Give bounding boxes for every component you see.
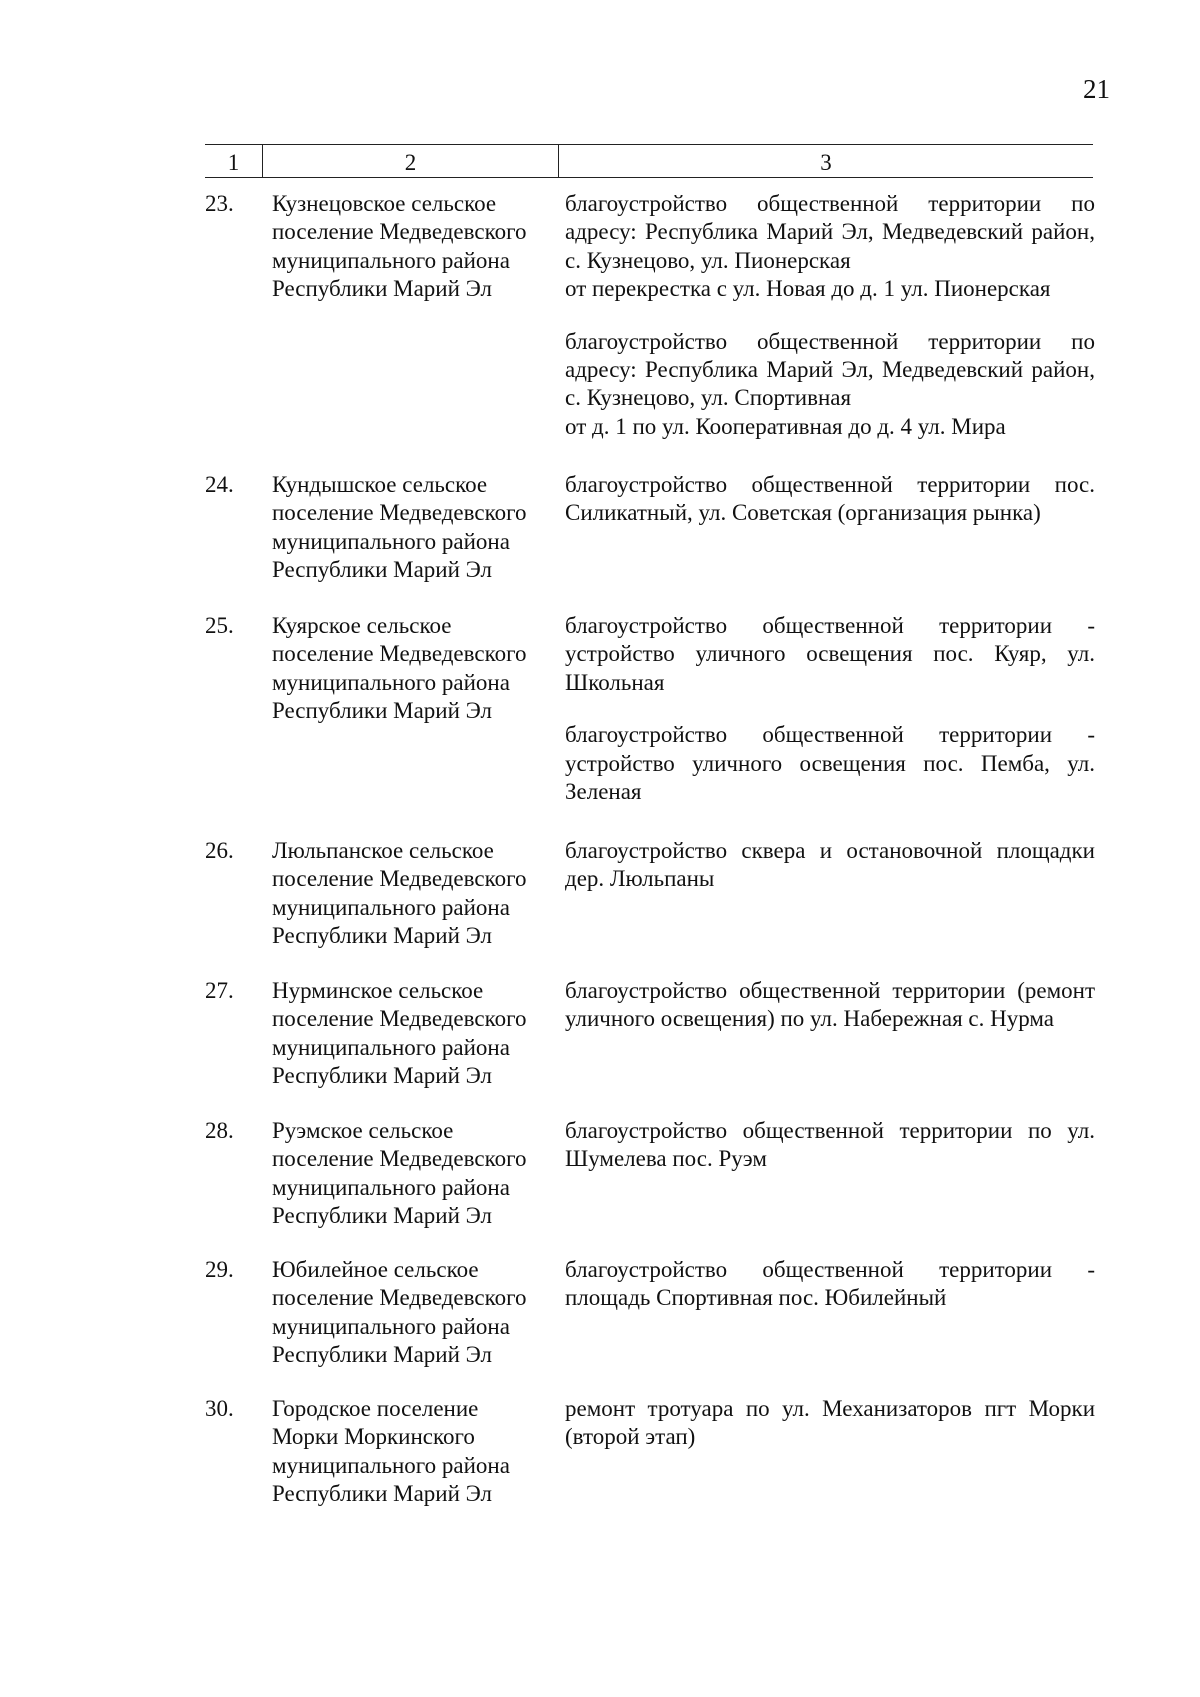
works-list [565,471,1095,528]
settlement-name-line: Республики Марий Эл [272,557,493,583]
settlement-name-line: муниципального района [272,247,510,273]
header-col-3: 3 [820,150,832,175]
work-item: благоустройство общественной территории - устройство уличного освещения пос. Пемба, ул. Зеленая [565,722,1095,805]
settlement-name-line: Руэмское сельское [272,1118,454,1143]
settlement-name [272,190,557,304]
settlement-name-line: Морки Моркинского [272,1424,475,1450]
settlement-name-line: Нурминское сельское [272,978,484,1003]
work-item: благоустройство общественной территории по адресу: Республика Марий Эл, Медведевский район, с. Кузнецово, ул. Пионерская от перекрестка с ул. Новая до д. 1 ул. Пионерская [565,191,1095,302]
settlement-name-line: Юбилейное сельское [272,1257,479,1282]
settlement-name-line: Городское поселение [272,1396,479,1421]
works-list [565,1117,1095,1174]
settlement-name-line: муниципального района [272,894,510,920]
row-number: 30. [205,1396,234,1421]
row-number: 28. [205,1118,234,1143]
settlement-name-line: Республики Марий Эл [272,276,493,302]
works-list [565,1395,1095,1452]
settlement-name-line: поселение Медведевского [272,500,527,526]
settlement-name-line: Республики Марий Эл [272,1481,493,1507]
works-list [565,1256,1095,1313]
page-number: 21 [1083,74,1110,104]
settlement-name [272,1256,557,1370]
settlement-name-line: Кузнецовское сельское [272,191,497,216]
settlement-name-line: Республики Марий Эл [272,1203,493,1229]
row-number: 27. [205,978,234,1003]
settlement-name-line: муниципального района [272,1034,510,1060]
settlement-name [272,977,557,1091]
settlement-name-line: Республики Марий Эл [272,698,493,724]
work-item: благоустройство общественной территории (ремонт уличного освещения) по ул. Набережная с. Нурма [565,978,1095,1032]
header-top-rule [205,144,1093,145]
settlement-name-line: муниципального района [272,1174,510,1200]
row-number: 24. [205,472,234,497]
settlement-name-line: поселение Медведевского [272,1006,527,1032]
settlement-name-line: поселение Медведевского [272,641,527,667]
works-list [565,837,1095,894]
settlement-name-line: муниципального района [272,1452,510,1478]
work-item: благоустройство общественной территории пос. Силикатный, ул. Советская (организация рынка) [565,472,1095,526]
work-item: благоустройство общественной территории по ул. Шумелева пос. Руэм [565,1118,1095,1172]
settlement-name-line: Кундышское сельское [272,472,488,497]
header-bottom-rule [205,177,1093,178]
settlement-name-line: Люльпанское сельское [272,838,494,863]
row-number: 23. [205,191,234,216]
settlement-name-line: Республики Марий Эл [272,1063,493,1089]
work-item: благоустройство общественной территории по адресу: Республика Марий Эл, Медведевский район, с. Кузнецово, ул. Спортивная от д. 1 по ул. Кооперативная до д. 4 ул. Мира [565,328,1095,439]
settlement-name-line: поселение Медведевского [272,1285,527,1311]
settlement-name-line: поселение Медведевского [272,866,527,892]
row-number: 29. [205,1257,234,1282]
work-item: благоустройство общественной территории - площадь Спортивная пос. Юбилейный [565,1257,1095,1311]
row-number: 26. [205,838,234,863]
settlement-name [272,1117,557,1231]
settlement-name-line: поселение Медведевского [272,1146,527,1172]
settlement-name [272,1395,557,1509]
settlement-name-line: муниципального района [272,528,510,554]
header-col-2: 2 [404,150,417,175]
works-list [565,977,1095,1034]
settlement-name [272,837,557,951]
settlement-name-line: Республики Марий Эл [272,1342,493,1368]
header-col-1: 1 [227,150,240,175]
settlement-name-line: Республики Марий Эл [272,923,493,949]
work-item: благоустройство сквера и остановочной площадки дер. Люльпаны [565,838,1095,892]
settlement-name-line: муниципального района [272,669,510,695]
works-list [565,190,1095,441]
work-item: благоустройство общественной территории - устройство уличного освещения пос. Куяр, ул. Школьная [565,613,1095,695]
settlement-name-line: муниципального района [272,1313,510,1339]
settlement-name [272,471,557,585]
work-item: ремонт тротуара по ул. Механизаторов пгт Морки (второй этап) [565,1396,1095,1450]
works-list [565,612,1095,806]
settlement-name [272,612,557,726]
row-number: 25. [205,613,234,638]
settlement-name-line: поселение Медведевского [272,219,527,245]
settlement-name-line: Куярское сельское [272,613,452,638]
